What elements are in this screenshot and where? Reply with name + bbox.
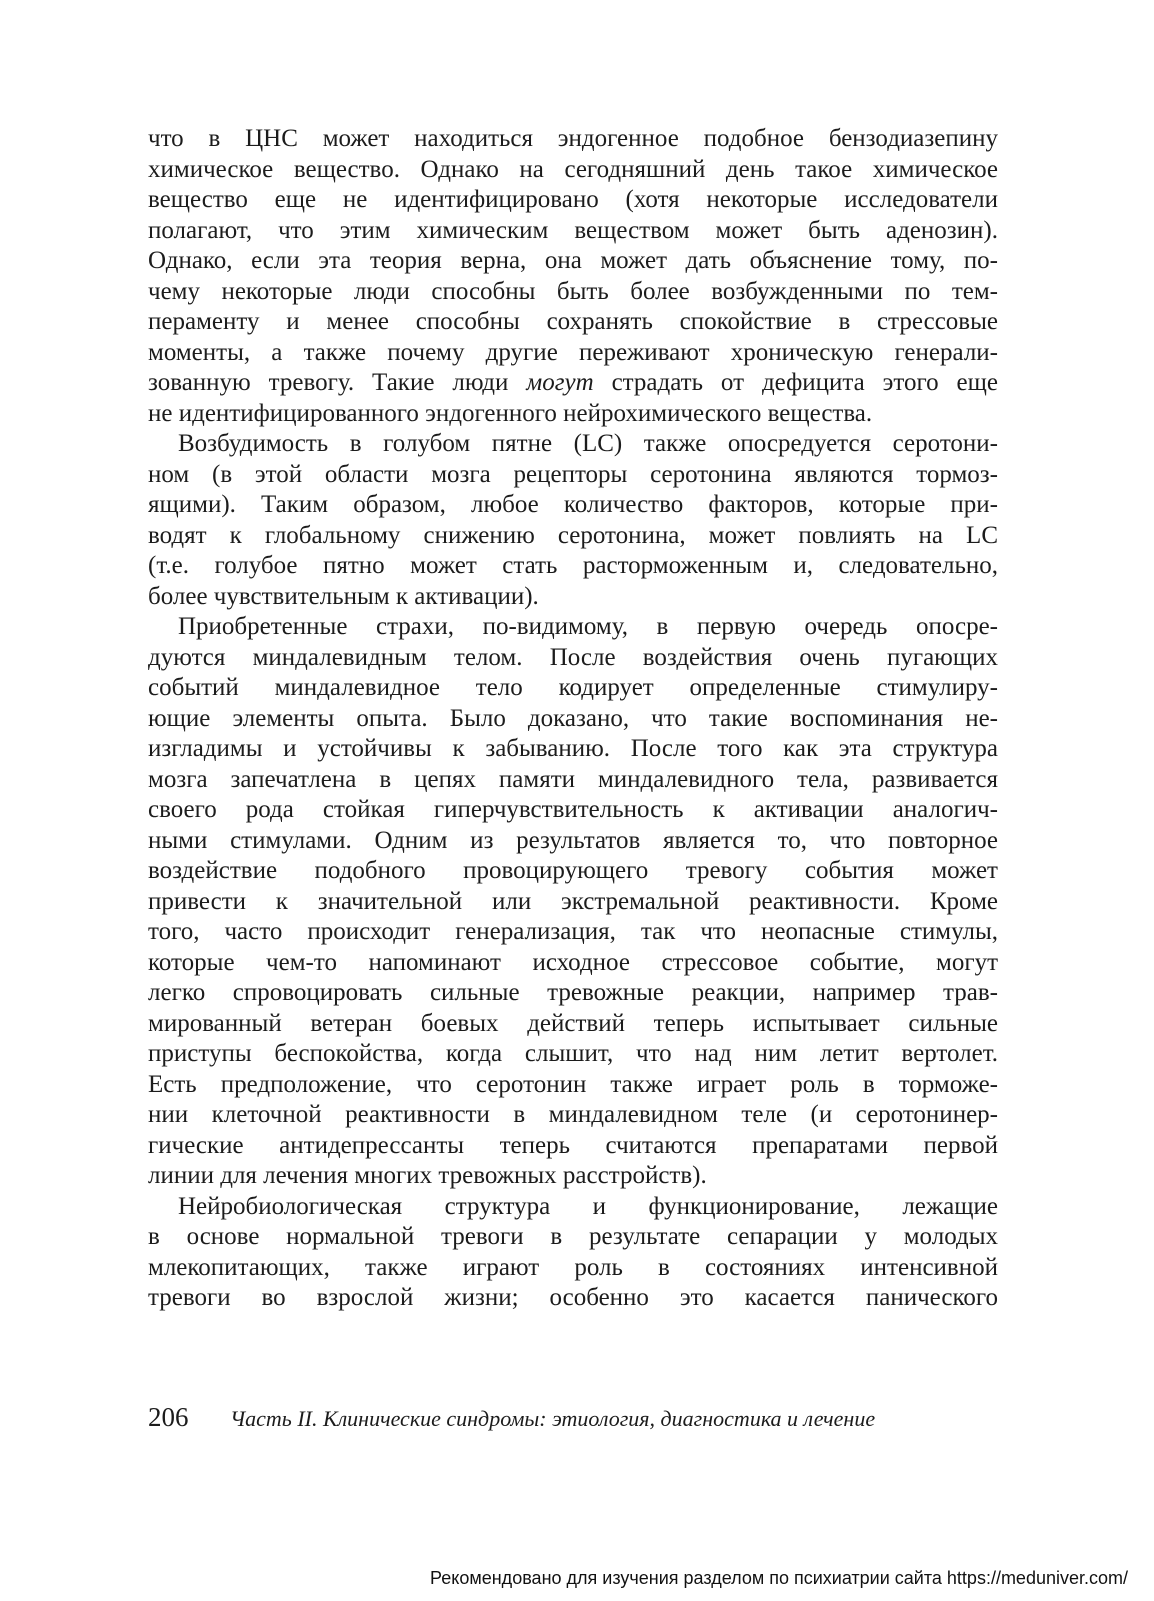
paragraph [148, 612, 998, 1192]
page-footer [148, 1402, 998, 1436]
text-line: легко спровоцировать сильные тревожные реакции, например трав- [148, 979, 998, 1006]
text-line: изгладимы и устойчивы к забыванию. После того как эта структура [148, 735, 998, 762]
text-line: Нейробиологическая структура и функционирование, лежащие [178, 1192, 998, 1220]
text-line: более чувствительным к активации). [148, 582, 539, 610]
text-line: мозга запечатлена в цепях памяти миндалевидного тела, развивается [148, 765, 998, 793]
text-line: Есть предположение, что серотонин также играет роль в торможе- [148, 1070, 998, 1098]
text-line: водят к глобальному снижению серотонина, может повлиять на LC [148, 521, 998, 549]
text-line: дуются миндалевидным телом. После воздействия очень пугающих [148, 643, 998, 671]
text-line: того, часто происходит генерализация, так что неопасные стимулы, [148, 918, 998, 945]
text-line: моменты, а также почему другие переживают хроническую генерали- [148, 338, 998, 366]
paragraph [148, 429, 998, 612]
text-line: ном (в этой области мозга рецепторы серотонина являются тормоз- [148, 460, 998, 488]
text-line: полагают, что этим химическим веществом может быть аденозин). [148, 216, 998, 244]
text-line: гические антидепрессанты теперь считаются препаратами первой [148, 1131, 998, 1159]
text-line: что в ЦНС может находиться эндогенное подобное бензодиазепину [148, 125, 998, 152]
text-line: не идентифицированного эндогенного нейрохимического вещества. [148, 399, 873, 427]
text-line: химическое вещество. Однако на сегодняшний день такое химическое [148, 155, 998, 183]
text-line: Приобретенные страхи, по-видимому, в первую очередь опосре- [178, 613, 998, 640]
text-line: Однако, если эта теория верна, она может дать объяснение тому, по- [148, 247, 998, 274]
italic-emphasis: могут [526, 369, 594, 396]
text-line: (т.е. голубое пятно может стать расторможенным и, следовательно, [148, 552, 998, 579]
text-line: привести к значительной или экстремальной реактивности. Кроме [148, 887, 998, 915]
text-line: линии для лечения многих тревожных расстройств). [148, 1162, 707, 1189]
text-line: пераменту и менее способны сохранять спокойствие в стрессовые [148, 308, 998, 335]
text-line: тревоги во взрослой жизни; особенно это касается панического [148, 1284, 998, 1311]
text-line: вещество еще не идентифицировано (хотя некоторые исследователи [148, 186, 998, 213]
text-line: млекопитающих, также играют роль в состояниях интенсивной [148, 1253, 998, 1281]
text-line: событий миндалевидное тело кодирует определенные стимулиру- [148, 674, 998, 701]
text-line: своего рода стойкая гиперчувствительность к активации аналогич- [148, 796, 998, 823]
text-line: ющие элементы опыта. Было доказано, что такие воспоминания не- [148, 704, 998, 732]
text-run: зованную тревогу. Такие люди [148, 369, 527, 396]
text-run: страдать от дефицита этого еще [593, 369, 998, 396]
text-line: которые чем-то напоминают исходное стрессовое событие, могут [148, 948, 998, 976]
body-text [148, 124, 998, 1314]
page-number: 206 [148, 1402, 189, 1432]
text-line: Возбудимость в голубом пятне (LC) также опосредуется серотони- [178, 430, 998, 457]
text-line: нии клеточной реактивности в миндалевидном теле (и серотонинер- [148, 1101, 998, 1128]
text-line: мированный ветеран боевых действий теперь испытывает сильные [148, 1009, 998, 1037]
text-line: воздействие подобного провоцирующего тревогу события может [148, 857, 998, 884]
watermark-text: Рекомендовано для изучения разделом по психиатрии сайта https://meduniver.com/ [430, 1568, 1128, 1588]
text-line: ящими). Таким образом, любое количество факторов, которые при- [148, 491, 998, 518]
text-line-with-italic [148, 368, 998, 399]
paragraph [148, 1192, 998, 1314]
paragraph [148, 124, 998, 429]
text-line: в основе нормальной тревоги в результате сепарации у молодых [148, 1223, 998, 1250]
running-head: Часть II. Клинические синдромы: этиология, диагностика и лечение [230, 1406, 876, 1431]
text-line: ными стимулами. Одним из результатов является то, что повторное [148, 826, 998, 854]
text-line: чему некоторые люди способны быть более возбужденными по тем- [148, 277, 998, 305]
text-line: приступы беспокойства, когда слышит, что над ним летит вертолет. [148, 1040, 998, 1067]
